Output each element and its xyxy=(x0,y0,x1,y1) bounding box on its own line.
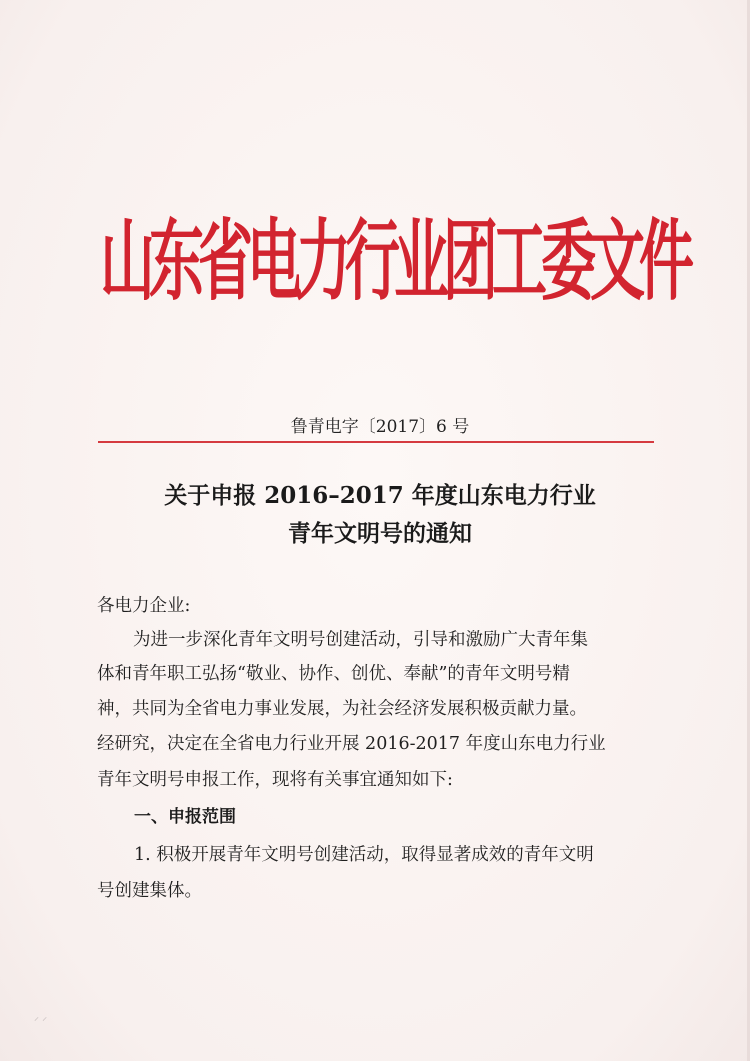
paragraph-line: 青年文明号申报工作，现将有关事宜通知如下: xyxy=(97,770,453,790)
paragraph-line: 神，共同为全省电力事业发展，为社会经济发展积极贡献力量。 xyxy=(97,699,587,719)
salutation: 各电力企业: xyxy=(97,596,191,616)
header-divider xyxy=(98,441,654,443)
paragraph-line: 体和青年职工弘扬“敬业、协作、创优、奉献”的青年文明号精 xyxy=(97,664,570,684)
scan-mark: ⸝ ⸝ xyxy=(34,1012,48,1023)
document-title-line-2: 青年文明号的通知 xyxy=(288,520,472,547)
document-number: 鲁青电字〔2017〕6 号 xyxy=(290,417,470,437)
document-title-line-1: 关于申报 2016–2017 年度山东电力行业 xyxy=(164,482,596,509)
paragraph-line: 经研究，决定在全省电力行业开展 2016-2017 年度山东电力行业 xyxy=(97,734,606,754)
item-line: 号创建集体。 xyxy=(97,881,202,901)
paragraph-line: 为进一步深化青年文明号创建活动，引导和激励广大青年集 xyxy=(133,630,588,650)
section-heading: 一、申报范围 xyxy=(134,807,236,827)
item-line: 1. 积极开展青年文明号创建活动，取得显著成效的青年文明 xyxy=(134,845,594,865)
organization-header: 山东省电力行业团工委文件 xyxy=(100,209,689,313)
